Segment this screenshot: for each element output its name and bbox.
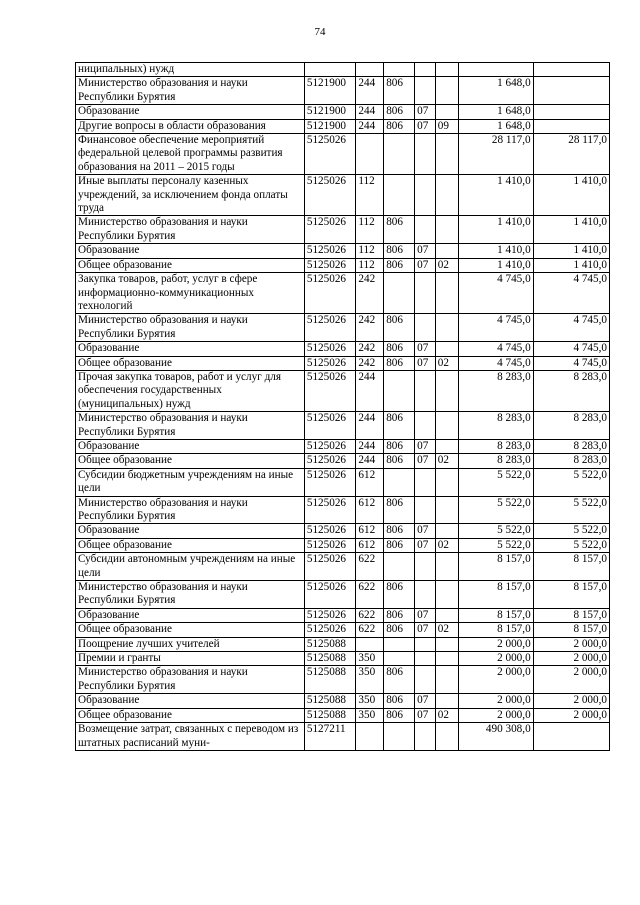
row-target-code: 5125026: [304, 623, 356, 637]
row-amount-federal: [533, 77, 609, 105]
row-target-code: 5125026: [304, 342, 356, 356]
row-name: Образование: [76, 244, 305, 258]
row-target-code: 5121900: [304, 105, 356, 119]
row-target-code: 5125026: [304, 439, 356, 453]
row-section: 07: [415, 119, 436, 133]
row-target-code: 5125026: [304, 258, 356, 272]
row-target-code: 5125026: [304, 216, 356, 244]
row-name: Министерство образования и науки Республики Бурятия: [76, 77, 305, 105]
row-target-code: 5125088: [304, 708, 356, 722]
row-expense-type: 244: [356, 454, 384, 468]
row-amount-total: 8 283,0: [459, 454, 533, 468]
row-section: [415, 496, 436, 524]
row-amount-total: 8 157,0: [459, 581, 533, 609]
row-name: Образование: [76, 694, 305, 708]
row-amount-federal: 4 745,0: [533, 342, 609, 356]
row-amount-total: 2 000,0: [459, 652, 533, 666]
row-department: 806: [384, 439, 415, 453]
row-subsection: [435, 553, 459, 581]
row-expense-type: [356, 134, 384, 175]
row-amount-federal: 1 410,0: [533, 216, 609, 244]
row-subsection: 02: [435, 258, 459, 272]
row-target-code: 5125026: [304, 273, 356, 314]
row-expense-type: [356, 723, 384, 751]
row-name: Субсидии автономным учреждениям на иные цели: [76, 553, 305, 581]
row-amount-federal: 4 745,0: [533, 356, 609, 370]
row-section: 07: [415, 524, 436, 538]
row-expense-type: 622: [356, 608, 384, 622]
row-name: Министерство образования и науки Республики Бурятия: [76, 666, 305, 694]
row-name: Министерство образования и науки Республики Бурятия: [76, 216, 305, 244]
row-department: 806: [384, 119, 415, 133]
row-expense-type: 350: [356, 652, 384, 666]
row-expense-type: 350: [356, 708, 384, 722]
table-row: [76, 723, 610, 751]
row-name: Образование: [76, 524, 305, 538]
row-subsection: [435, 496, 459, 524]
row-name: Общее образование: [76, 538, 305, 552]
page-number: 74: [314, 26, 326, 38]
row-amount-total: 2 000,0: [459, 637, 533, 651]
row-section: 07: [415, 439, 436, 453]
row-amount-federal: [533, 723, 609, 751]
row-amount-total: 1 648,0: [459, 77, 533, 105]
row-name: ниципальных) нужд: [76, 63, 305, 77]
table-row: [76, 708, 610, 722]
row-target-code: 5125026: [304, 581, 356, 609]
row-section: 07: [415, 244, 436, 258]
row-amount-federal: 4 745,0: [533, 314, 609, 342]
row-section: [415, 134, 436, 175]
row-target-code: 5125088: [304, 637, 356, 651]
row-expense-type: 350: [356, 694, 384, 708]
row-amount-total: 4 745,0: [459, 342, 533, 356]
row-department: [384, 134, 415, 175]
table-row: [76, 637, 610, 651]
row-name: Прочая закупка товаров, работ и услуг для обеспечения государственных (муниципальных) нужд: [76, 370, 305, 411]
row-department: 806: [384, 77, 415, 105]
row-expense-type: 612: [356, 538, 384, 552]
row-department: [384, 273, 415, 314]
row-subsection: [435, 105, 459, 119]
row-amount-total: 1 410,0: [459, 216, 533, 244]
row-target-code: 5125026: [304, 412, 356, 440]
row-section: [415, 637, 436, 651]
row-expense-type: 242: [356, 314, 384, 342]
row-subsection: [435, 134, 459, 175]
row-department: 806: [384, 708, 415, 722]
table-row: [76, 119, 610, 133]
row-subsection: [435, 314, 459, 342]
row-expense-type: 112: [356, 216, 384, 244]
row-amount-total: 8 283,0: [459, 412, 533, 440]
row-amount-total: 1 648,0: [459, 119, 533, 133]
row-department: 806: [384, 356, 415, 370]
row-name: Субсидии бюджетным учреждениям на иные цели: [76, 468, 305, 496]
row-name: Общее образование: [76, 708, 305, 722]
row-amount-total: [459, 63, 533, 77]
row-amount-federal: 4 745,0: [533, 273, 609, 314]
row-target-code: 5125026: [304, 608, 356, 622]
row-section: [415, 175, 436, 216]
row-amount-federal: 1 410,0: [533, 258, 609, 272]
row-expense-type: 244: [356, 119, 384, 133]
table-row: [76, 454, 610, 468]
row-amount-federal: 5 522,0: [533, 496, 609, 524]
row-target-code: 5125026: [304, 454, 356, 468]
row-department: 806: [384, 694, 415, 708]
row-subsection: 02: [435, 356, 459, 370]
row-amount-total: 5 522,0: [459, 538, 533, 552]
row-section: 07: [415, 538, 436, 552]
row-amount-federal: 8 157,0: [533, 608, 609, 622]
row-amount-total: 1 410,0: [459, 244, 533, 258]
row-subsection: 09: [435, 119, 459, 133]
row-amount-federal: [533, 105, 609, 119]
row-amount-federal: 8 283,0: [533, 454, 609, 468]
row-name: Министерство образования и науки Республики Бурятия: [76, 314, 305, 342]
row-subsection: [435, 468, 459, 496]
row-target-code: 5125088: [304, 652, 356, 666]
row-target-code: 5125026: [304, 175, 356, 216]
row-subsection: [435, 342, 459, 356]
row-subsection: [435, 637, 459, 651]
row-section: [415, 77, 436, 105]
row-subsection: [435, 608, 459, 622]
row-department: [384, 723, 415, 751]
row-subsection: [435, 439, 459, 453]
row-department: [384, 370, 415, 411]
row-subsection: 02: [435, 708, 459, 722]
row-amount-total: 2 000,0: [459, 666, 533, 694]
table-row: [76, 175, 610, 216]
row-amount-total: 490 308,0: [459, 723, 533, 751]
row-section: [415, 314, 436, 342]
row-expense-type: 612: [356, 524, 384, 538]
row-target-code: 5125026: [304, 356, 356, 370]
table-row: [76, 134, 610, 175]
row-name: Финансовое обеспечение мероприятий федеральной целевой программы развития образования на 2011 – 2015 годы: [76, 134, 305, 175]
row-amount-total: 8 283,0: [459, 370, 533, 411]
row-department: 806: [384, 454, 415, 468]
row-section: 07: [415, 608, 436, 622]
row-amount-total: 4 745,0: [459, 273, 533, 314]
row-expense-type: 244: [356, 412, 384, 440]
table-row: [76, 342, 610, 356]
row-amount-total: 1 648,0: [459, 105, 533, 119]
row-subsection: [435, 581, 459, 609]
row-subsection: [435, 175, 459, 216]
row-department: 806: [384, 216, 415, 244]
row-section: 07: [415, 623, 436, 637]
row-section: [415, 63, 436, 77]
table-row: [76, 216, 610, 244]
row-expense-type: 244: [356, 77, 384, 105]
row-expense-type: 244: [356, 439, 384, 453]
row-section: 07: [415, 708, 436, 722]
row-expense-type: 612: [356, 496, 384, 524]
row-amount-total: 5 522,0: [459, 468, 533, 496]
table-row: [76, 694, 610, 708]
table-row: [76, 77, 610, 105]
row-amount-federal: 1 410,0: [533, 244, 609, 258]
row-name: Общее образование: [76, 454, 305, 468]
row-name: Министерство образования и науки Республики Бурятия: [76, 496, 305, 524]
row-amount-federal: 8 157,0: [533, 553, 609, 581]
row-expense-type: 622: [356, 623, 384, 637]
row-expense-type: [356, 637, 384, 651]
row-section: [415, 216, 436, 244]
table-row: [76, 370, 610, 411]
row-amount-federal: 5 522,0: [533, 468, 609, 496]
row-section: [415, 370, 436, 411]
row-section: [415, 666, 436, 694]
table-row: [76, 244, 610, 258]
row-target-code: 5125026: [304, 496, 356, 524]
row-expense-type: 112: [356, 175, 384, 216]
row-subsection: [435, 370, 459, 411]
row-amount-federal: [533, 119, 609, 133]
row-amount-federal: 2 000,0: [533, 666, 609, 694]
row-expense-type: 244: [356, 370, 384, 411]
row-amount-total: 4 745,0: [459, 356, 533, 370]
row-department: 806: [384, 581, 415, 609]
row-amount-federal: 2 000,0: [533, 694, 609, 708]
row-department: [384, 553, 415, 581]
row-amount-federal: 28 117,0: [533, 134, 609, 175]
table-row: [76, 553, 610, 581]
row-amount-federal: 2 000,0: [533, 637, 609, 651]
row-amount-total: 1 410,0: [459, 258, 533, 272]
row-subsection: [435, 694, 459, 708]
table-row: [76, 581, 610, 609]
budget-table: [75, 62, 610, 751]
row-name: Образование: [76, 608, 305, 622]
row-department: 806: [384, 496, 415, 524]
row-name: Возмещение затрат, связанных с переводом из штатных расписаний муни-: [76, 723, 305, 751]
row-amount-total: 8 157,0: [459, 608, 533, 622]
row-expense-type: 242: [356, 356, 384, 370]
row-department: 806: [384, 314, 415, 342]
row-subsection: [435, 666, 459, 694]
row-target-code: 5125026: [304, 538, 356, 552]
row-amount-total: 2 000,0: [459, 708, 533, 722]
row-target-code: 5121900: [304, 77, 356, 105]
row-subsection: 02: [435, 538, 459, 552]
row-target-code: 5125026: [304, 468, 356, 496]
table-row: [76, 273, 610, 314]
row-name: Поощрение лучших учителей: [76, 637, 305, 651]
row-expense-type: 350: [356, 666, 384, 694]
table-row: [76, 524, 610, 538]
row-amount-total: 8 157,0: [459, 553, 533, 581]
row-amount-federal: 8 283,0: [533, 370, 609, 411]
row-name: Закупка товаров, работ, услуг в сфере информационно-коммуникационных технологий: [76, 273, 305, 314]
row-target-code: 5125026: [304, 244, 356, 258]
row-subsection: 02: [435, 623, 459, 637]
table-row: [76, 258, 610, 272]
row-section: 07: [415, 342, 436, 356]
row-expense-type: 244: [356, 105, 384, 119]
row-department: 806: [384, 258, 415, 272]
table-row: [76, 623, 610, 637]
row-section: [415, 723, 436, 751]
row-expense-type: 622: [356, 553, 384, 581]
row-name: Общее образование: [76, 623, 305, 637]
table-row: [76, 652, 610, 666]
row-name: Министерство образования и науки Республики Бурятия: [76, 412, 305, 440]
row-target-code: [304, 63, 356, 77]
row-target-code: 5125088: [304, 694, 356, 708]
row-amount-total: 8 157,0: [459, 623, 533, 637]
row-name: Образование: [76, 439, 305, 453]
row-target-code: 5127211: [304, 723, 356, 751]
row-section: [415, 652, 436, 666]
row-expense-type: 112: [356, 258, 384, 272]
row-amount-federal: 2 000,0: [533, 708, 609, 722]
row-department: [384, 652, 415, 666]
row-department: 806: [384, 105, 415, 119]
row-amount-total: 4 745,0: [459, 314, 533, 342]
row-expense-type: 622: [356, 581, 384, 609]
table-row: [76, 608, 610, 622]
row-subsection: [435, 273, 459, 314]
row-subsection: 02: [435, 454, 459, 468]
table-row: [76, 314, 610, 342]
row-section: [415, 581, 436, 609]
row-section: 07: [415, 356, 436, 370]
row-department: 806: [384, 666, 415, 694]
row-department: [384, 468, 415, 496]
table-row: [76, 105, 610, 119]
row-amount-federal: 8 283,0: [533, 439, 609, 453]
row-department: 806: [384, 623, 415, 637]
row-name: Общее образование: [76, 356, 305, 370]
row-amount-total: 2 000,0: [459, 694, 533, 708]
row-section: [415, 273, 436, 314]
row-department: 806: [384, 412, 415, 440]
row-amount-federal: 8 157,0: [533, 623, 609, 637]
row-name: Министерство образования и науки Республики Бурятия: [76, 581, 305, 609]
table-row: [76, 468, 610, 496]
row-target-code: 5125026: [304, 134, 356, 175]
row-name: Общее образование: [76, 258, 305, 272]
row-amount-federal: [533, 63, 609, 77]
table-row: [76, 63, 610, 77]
table-row: [76, 412, 610, 440]
row-section: 07: [415, 454, 436, 468]
row-name: Образование: [76, 105, 305, 119]
row-subsection: [435, 63, 459, 77]
table-row: [76, 538, 610, 552]
row-section: [415, 468, 436, 496]
row-target-code: 5125026: [304, 524, 356, 538]
table-row: [76, 496, 610, 524]
row-amount-federal: 2 000,0: [533, 652, 609, 666]
row-amount-total: 28 117,0: [459, 134, 533, 175]
row-department: 806: [384, 342, 415, 356]
row-department: 806: [384, 244, 415, 258]
row-amount-federal: 5 522,0: [533, 538, 609, 552]
row-target-code: 5125088: [304, 666, 356, 694]
table-row: [76, 439, 610, 453]
table-row: [76, 666, 610, 694]
row-section: 07: [415, 258, 436, 272]
row-amount-total: 8 283,0: [459, 439, 533, 453]
row-name: Иные выплаты персоналу казенных учреждений, за исключением фонда оплаты труда: [76, 175, 305, 216]
row-expense-type: 112: [356, 244, 384, 258]
row-expense-type: 242: [356, 273, 384, 314]
row-subsection: [435, 244, 459, 258]
row-department: [384, 175, 415, 216]
row-expense-type: 612: [356, 468, 384, 496]
row-subsection: [435, 524, 459, 538]
row-expense-type: 242: [356, 342, 384, 356]
row-department: 806: [384, 608, 415, 622]
row-amount-federal: 8 157,0: [533, 581, 609, 609]
row-amount-federal: 5 522,0: [533, 524, 609, 538]
table-row: [76, 356, 610, 370]
row-section: [415, 412, 436, 440]
row-amount-total: 5 522,0: [459, 496, 533, 524]
row-amount-federal: 8 283,0: [533, 412, 609, 440]
row-subsection: [435, 652, 459, 666]
row-section: [415, 553, 436, 581]
row-department: 806: [384, 524, 415, 538]
row-name: Премии и гранты: [76, 652, 305, 666]
row-amount-total: 5 522,0: [459, 524, 533, 538]
row-name: Образование: [76, 342, 305, 356]
row-section: 07: [415, 694, 436, 708]
row-amount-total: 1 410,0: [459, 175, 533, 216]
row-target-code: 5121900: [304, 119, 356, 133]
row-subsection: [435, 77, 459, 105]
row-name: Другие вопросы в области образования: [76, 119, 305, 133]
row-amount-federal: 1 410,0: [533, 175, 609, 216]
row-subsection: [435, 723, 459, 751]
row-expense-type: [356, 63, 384, 77]
row-target-code: 5125026: [304, 314, 356, 342]
row-department: 806: [384, 538, 415, 552]
row-subsection: [435, 412, 459, 440]
row-department: [384, 63, 415, 77]
row-department: [384, 637, 415, 651]
row-section: 07: [415, 105, 436, 119]
row-target-code: 5125026: [304, 553, 356, 581]
row-subsection: [435, 216, 459, 244]
row-target-code: 5125026: [304, 370, 356, 411]
